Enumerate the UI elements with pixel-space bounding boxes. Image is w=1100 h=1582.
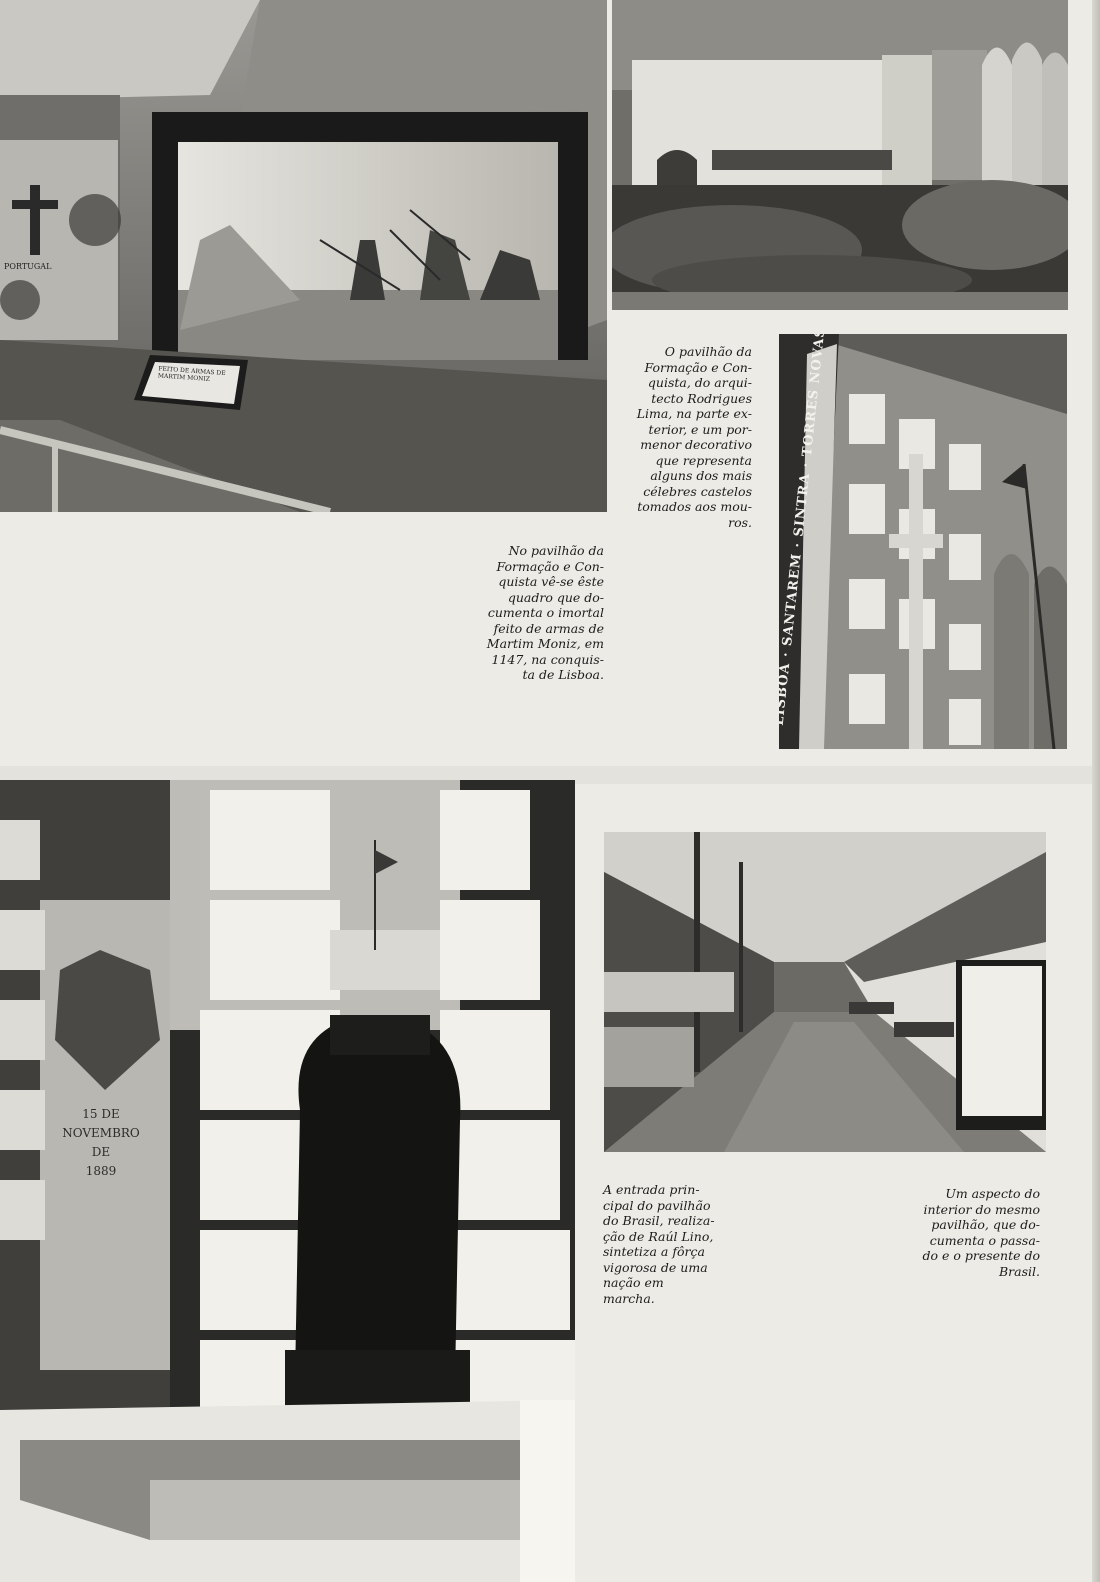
- photo-martim-moniz-diorama: [0, 0, 607, 512]
- castle-wall-text: LISBOA · SANTAREM · SINTRA · TORRES NOVAS: [779, 334, 829, 727]
- caption-martim-moniz: No pavilhão da Formação e Con- quista vê-se êste quadro que do- cumenta o imortal feito de armas de Martim Moniz, em 1147, na conquis- ta de Lisboa.: [486, 543, 604, 682]
- mural-text: PORTUGAL: [4, 262, 52, 271]
- brasil-date-inscription: 15 DE NOVEMBRO DE 1889: [62, 1107, 140, 1178]
- caption-brasil-entrance: A entrada prin- cipal do pavilhão do Brasil, realiza- ção de Raúl Lino, sintetiza a fôrça vigorosa de uma nação em marcha.: [603, 1182, 715, 1306]
- photo-brasil-entrance: [0, 780, 575, 1582]
- photo-brasil-interior: [604, 832, 1046, 1152]
- page-edge: [1092, 0, 1100, 1582]
- photo-pavilion-exterior: [612, 0, 1068, 310]
- caption-brasil-interior: Um aspecto do interior do mesmo pavilhão, que do- cumenta o passa- do e o presente do Brasil.: [922, 1186, 1040, 1279]
- photo-castle-wall-detail: [779, 334, 1067, 749]
- caption-pavilion-exterior: O pavilhão da Formação e Con- quista, do arqui- tecto Rodrigues Lima, na parte ex- terior, e um por- menor decorativo que representa alguns dos mais célebres castelos tomados aos mou- ros.: [636, 344, 752, 530]
- plaque-text: FEITO DE ARMAS DE MARTIM MONIZ: [157, 365, 226, 383]
